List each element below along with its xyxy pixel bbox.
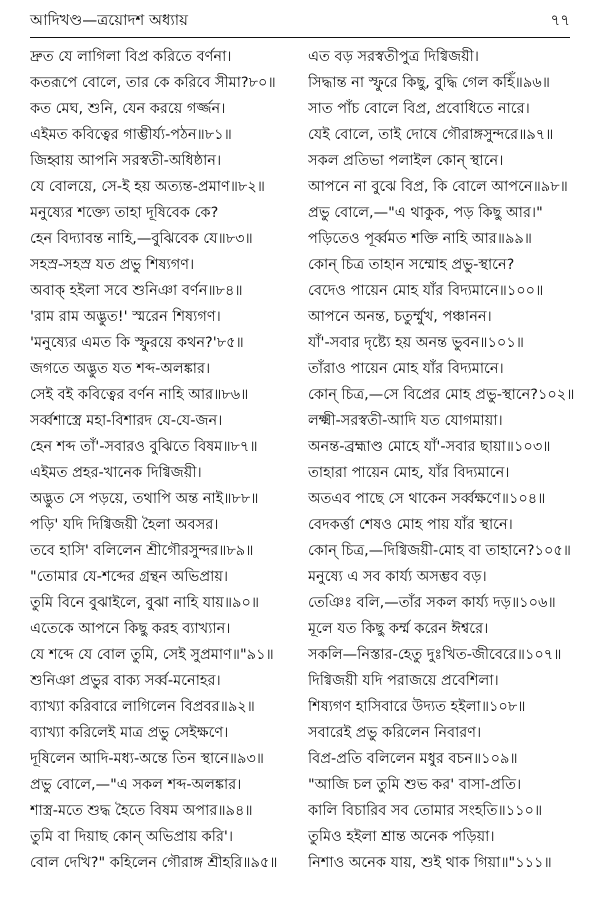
verse-line: সিদ্ধান্ত না স্ফুরে কিছু, বুদ্ধি গেল কহিঁ॥৯৬॥ xyxy=(308,75,550,91)
verse-line: কত মেঘ, শুনি, যেন করয়ে গর্জ্জন। xyxy=(30,101,226,117)
verse-line: হেন বিদ্যাবন্ত নাহি,—বুঝিবেক যে॥৮৩॥ xyxy=(30,231,253,247)
verse-line: "আজি চল তুমি শুভ কর' বাসা-প্রতি। xyxy=(308,777,522,793)
verse-line: হেন শব্দ তাঁ'-সবারও বুঝিতে বিষম॥৮৭॥ xyxy=(30,439,258,455)
verse-columns xyxy=(30,44,576,876)
verse-line: তাঁরাও পায়েন মোহ যাঁর বিদ্যমানে। xyxy=(308,361,504,377)
verse-line: "তোমার যে-শব্দের গ্রন্থন অভিপ্রায়। xyxy=(30,569,229,585)
verse-line: প্রভু বোলে,—"এ সকল শব্দ-অলঙ্কার। xyxy=(30,777,242,793)
verse-line: অতএব পাছে সে থাকেন সর্ব্বক্ষণে॥১০৪॥ xyxy=(308,491,546,507)
verse-line: যে শব্দে যে বোল তুমি, সেই সুপ্রমাণ॥"৯১॥ xyxy=(30,647,274,663)
page-number: ৭৭ xyxy=(550,10,570,29)
verse-line: দিগ্বিজয়ী যদি পরাজয়ে প্রবেশিলা। xyxy=(308,673,499,689)
right-column xyxy=(308,44,576,876)
chapter-title: আদিখণ্ড—ত্রয়োদশ অধ্যায় xyxy=(30,10,188,29)
verse-line: তুমিও হইলা শ্রান্ত অনেক পড়িয়া। xyxy=(308,829,495,845)
header-rule xyxy=(30,37,570,38)
verse-line: 'মনুষ্যের এমত কি স্ফুরয়ে কথন?'৮৫॥ xyxy=(30,335,244,351)
verse-line: যে বোলয়ে, সে-ই হয় অত্যন্ত-প্রমাণ॥৮২॥ xyxy=(30,179,265,195)
verse-line: বিপ্র-প্রতি বলিলেন মধুর বচন॥১০৯॥ xyxy=(308,751,518,767)
verse-line: দূষিলেন আদি-মধ্য-অন্তে তিন স্থানে॥৯৩॥ xyxy=(30,751,264,767)
verse-line: কোন্ চিত্র,—সে বিপ্রের মোহ প্রভু-স্থানে?১০২॥ xyxy=(308,387,575,403)
verse-line: ব্যাখ্যা করিবারে লাগিলেন বিপ্রবর॥৯২॥ xyxy=(30,699,255,715)
verse-line: তাহারা পায়েন মোহ, যাঁর বিদ্যমানে। xyxy=(308,465,510,481)
verse-line: এত বড় সরস্বতীপুত্র দিগ্বিজয়ী। xyxy=(308,49,479,65)
verse-line: মনুষ্যে এ সব কার্য্য অসম্ভব বড়। xyxy=(308,569,487,585)
verse-line: শিষ্যগণ হাসিবারে উদ্যত হইলা॥১০৮॥ xyxy=(308,699,526,715)
verse-line: বোল দেখি?" কহিলেন গৌরাঙ্গ শ্রীহরি॥৯৫॥ xyxy=(30,855,278,871)
left-column xyxy=(30,44,300,876)
verse-line: প্রভু বোলে,—"এ থাকুক, পড় কিছু আর।" xyxy=(308,205,543,221)
verse-line: অবাক্ হইলা সবে শুনিঞা বর্ণন॥৮৪॥ xyxy=(30,283,243,299)
verse-line: 'রাম রাম অদ্ভুত!' স্মরেন শিষ্যগণ। xyxy=(30,309,221,325)
verse-line: তবে হাসি' বলিলেন শ্রীগৌরসুন্দর॥৮৯॥ xyxy=(30,543,254,559)
verse-line: সর্ব্বশাস্ত্রে মহা-বিশারদ যে-যে-জন। xyxy=(30,413,223,429)
verse-line: এইমত কবিত্বের গাম্ভীর্য্য-পঠন॥৮১॥ xyxy=(30,127,232,143)
verse-line: সবারেই প্রভু করিলেন নিবারণ। xyxy=(308,725,482,741)
verse-line: এইমত প্রহর-খানেক দিগ্বিজয়ী। xyxy=(30,465,202,481)
verse-line: বেদকর্ত্তা শেষও মোহ পায় যাঁর স্থানে। xyxy=(308,517,513,533)
verse-line: শুনিঞা প্রভুর বাক্য সর্ব্ব-মনোহর। xyxy=(30,673,221,689)
verse-line: যাঁ'-সবার দৃষ্ট্যে হয় অনন্ত ভুবন॥১০১॥ xyxy=(308,335,524,351)
verse-line: বেদেও পায়েন মোহ যাঁর বিদ্যমানে॥১০০॥ xyxy=(308,283,544,299)
verse-line: কালি বিচারিব সব তোমার সংহতি॥১১০॥ xyxy=(308,803,543,819)
verse-line: কোন্ চিত্র তাহান সম্মোহ প্রভু-স্থানে? xyxy=(308,257,515,273)
verse-line: তেঞিঃ বলি,—তাঁর সকল কার্য্য দড়॥১০৬॥ xyxy=(308,595,556,611)
verse-line: কোন্ চিত্র,—দিগ্বিজয়ী-মোহ বা তাহানে?১০৫॥ xyxy=(308,543,571,559)
verse-line: মনুষ্যের শক্ত্যে তাহা দূষিবেক কে? xyxy=(30,205,219,221)
verse-line: সাত পাঁচ বোলে বিপ্র, প্রবোধিতে নারে। xyxy=(308,101,530,117)
verse-line: এতেকে আপনে কিছু করহ ব্যাখ্যান। xyxy=(30,621,231,637)
verse-line: আপনে না বুঝে বিপ্র, কি বোলে আপনে॥৯৮॥ xyxy=(308,179,568,195)
verse-line: আপনে অনন্ত, চতুর্ম্মুখ, পঞ্চানন। xyxy=(308,309,492,325)
verse-line: সকল প্রতিভা পলাইল কোন্ স্থানে। xyxy=(308,153,504,169)
verse-line: অদ্ভুত সে পড়য়ে, তথাপি অন্ত নাই॥৮৮॥ xyxy=(30,491,259,507)
verse-line: দ্রুত যে লাগিলা বিপ্র করিতে বর্ণনা। xyxy=(30,49,232,65)
verse-line: কতরূপে বোলে, তার কে করিবে সীমা?৮০॥ xyxy=(30,75,276,91)
verse-line: অনন্ত-ব্রহ্মাণ্ড মোহে যাঁ'-সবার ছায়া॥১০৩॥ xyxy=(308,439,551,455)
verse-line: তুমি বা দিয়াছ কোন্ অভিপ্রায় করি'। xyxy=(30,829,234,845)
verse-line: মূলে যত কিছু কর্ম্ম করেন ঈশ্বরে। xyxy=(308,621,489,637)
verse-line: লক্ষ্মী-সরস্বতী-আদি যত যোগমায়া। xyxy=(308,413,503,429)
verse-line: নিশাও অনেক যায়, শুই থাক গিয়া॥"১১১॥ xyxy=(308,855,552,871)
verse-line: সেই বই কবিত্বের বর্ণন নাহি আর॥৮৬॥ xyxy=(30,387,249,403)
verse-line: ব্যাখ্যা করিলেই মাত্র প্রভু সেইক্ষণে। xyxy=(30,725,229,741)
running-header xyxy=(30,6,570,36)
verse-line: শাস্ত্র-মতে শুদ্ধ হৈতে বিষম অপার॥৯৪॥ xyxy=(30,803,253,819)
verse-line: জিহ্বায় আপনি সরস্বতী-অধিষ্ঠান। xyxy=(30,153,222,169)
verse-line: তুমি বিনে বুঝাইলে, বুঝা নাহি যায়॥৯০॥ xyxy=(30,595,260,611)
verse-line: সকলি—নিস্তার-হেতু দুঃখিত-জীবেরে॥১০৭॥ xyxy=(308,647,562,663)
verse-line: যেই বোলে, তাই দোষে গৌরাঙ্গসুন্দরে॥৯৭॥ xyxy=(308,127,554,143)
verse-line: সহস্র-সহস্র যত প্রভু শিষ্যগণ। xyxy=(30,257,195,273)
verse-line: পড়িতেও পূর্ব্বমত শক্তি নাহি আর॥৯৯॥ xyxy=(308,231,532,247)
verse-line: জগতে অদ্ভুত যত শব্দ-অলঙ্কার। xyxy=(30,361,211,377)
verse-line: পড়ি' যদি দিগ্বিজয়ী হৈলা অবসর। xyxy=(30,517,219,533)
